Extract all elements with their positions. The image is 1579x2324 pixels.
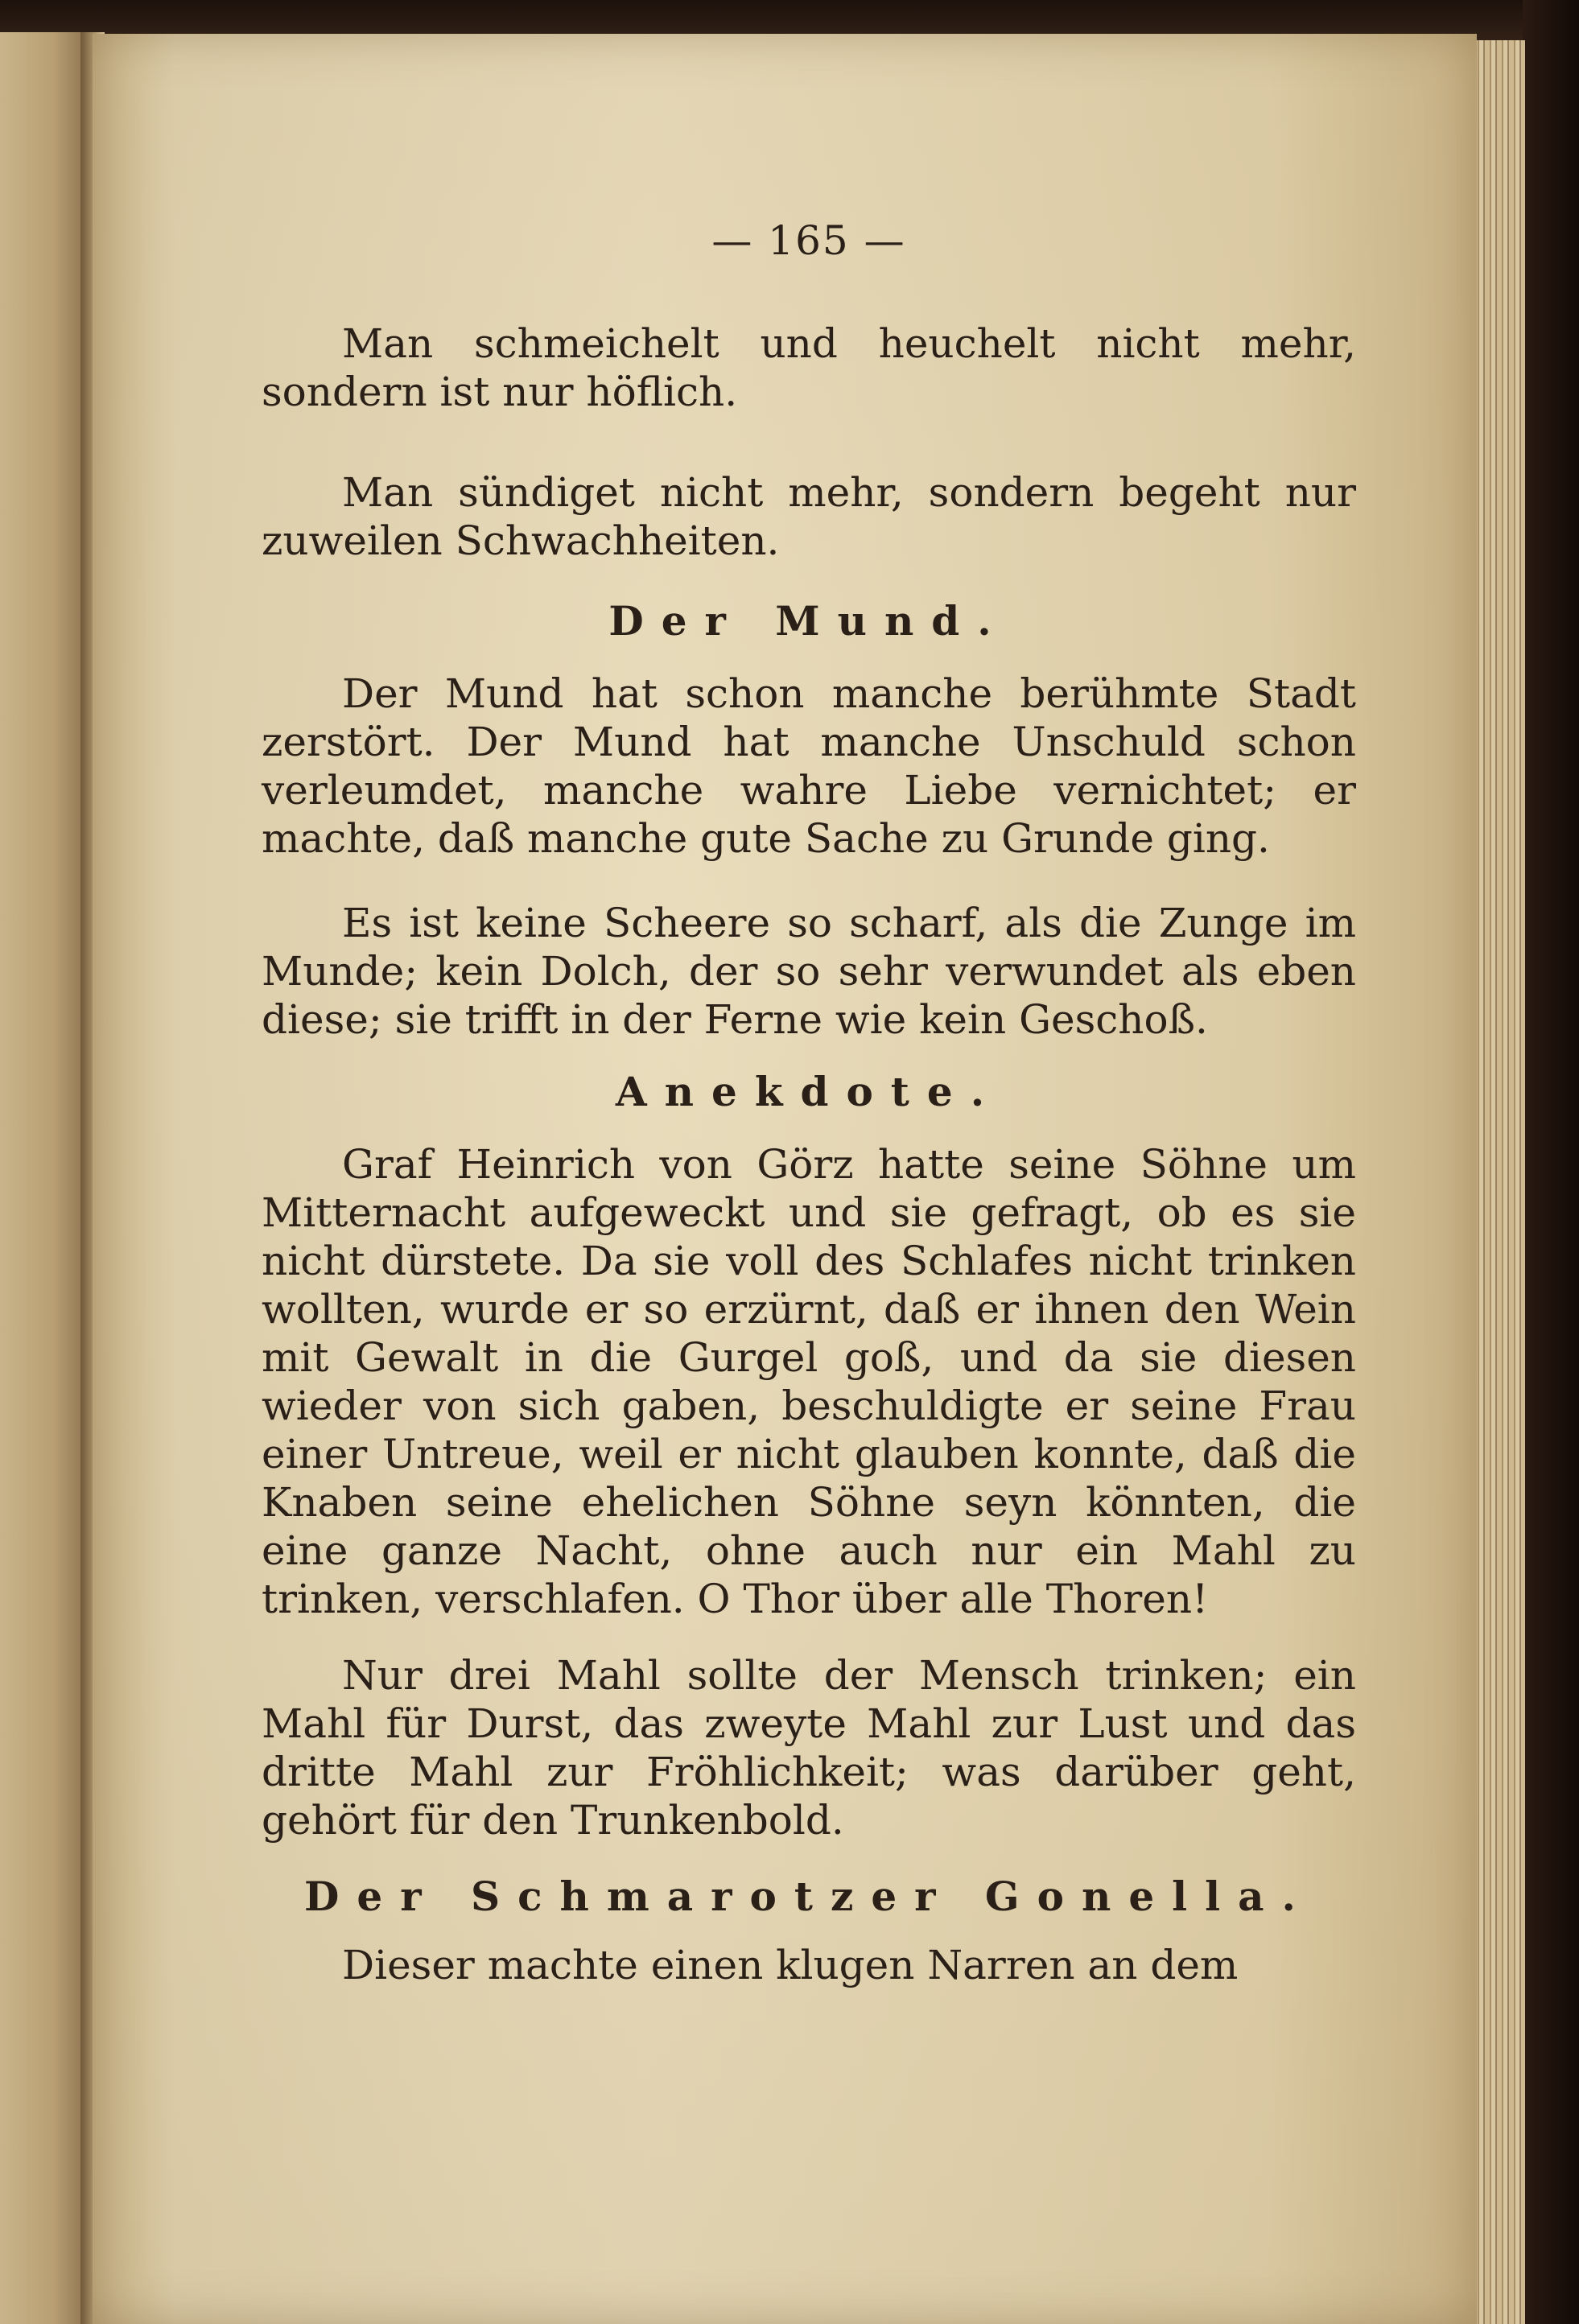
paragraph-three-drinks: Nur drei Mahl sollte der Mensch trinken; ein Mahl für Durst, das zweyte Mahl zur Lust und das dritte Mahl zur Fröhlichkeit; was darüber geht, gehört für den Trunkenbold.	[262, 1652, 1356, 1844]
paragraph-gonella: Dieser machte einen klugen Narren an dem	[342, 1942, 1239, 1988]
heading-anekdote: Anekdote.	[615, 1068, 1003, 1115]
heading-der-mund: Der Mund.	[608, 597, 1009, 645]
paragraph-flattery: Man schmeichelt und heuchelt nicht mehr, sondern ist nur höflich.	[262, 320, 1356, 415]
page-number: — 165 —	[711, 217, 906, 264]
book-page	[93, 34, 1477, 2324]
paragraph-tongue: Es ist keine Scheere so scharf, als die Zunge im Munde; kein Dolch, der so sehr verwundet als eben diese; sie trifft in der Ferne wie kein Geschoß.	[262, 900, 1356, 1043]
book-cover-right	[1523, 0, 1579, 2324]
paragraph-anecdote: Graf Heinrich von Görz hatte seine Söhne um Mitternacht aufgeweckt und sie gefragt, ob es sie nicht dürstete. Da sie voll des Schlafes nicht trinken wollten, wurde er so erzürnt, daß er ihnen den Wein mit Gewalt in die Gurgel goß, und da sie diesen wieder von sich gaben, beschuldigte er seine Frau einer Untreue, weil er nicht glauben konnte, daß die Knaben seine ehelichen Söhne seyn könnten, die eine ganze Nacht, ohne auch nur ein Mahl zu trinken, verschlafen. O Thor über alle Thoren!	[262, 1141, 1356, 1622]
heading-schmarotzer: Der Schmarotzer Gonella.	[304, 1873, 1313, 1920]
facing-page-edge	[0, 32, 89, 2324]
paragraph-mouth: Der Mund hat schon manche berühmte Stadt zerstört. Der Mund hat manche Unschuld schon verleumdet, manche wahre Liebe vernichtet; er machte, daß manche gute Sache zu Grunde ging.	[262, 670, 1356, 862]
paragraph-sin: Man sündiget nicht mehr, sondern begeht nur zuweilen Schwachheiten.	[262, 469, 1356, 564]
